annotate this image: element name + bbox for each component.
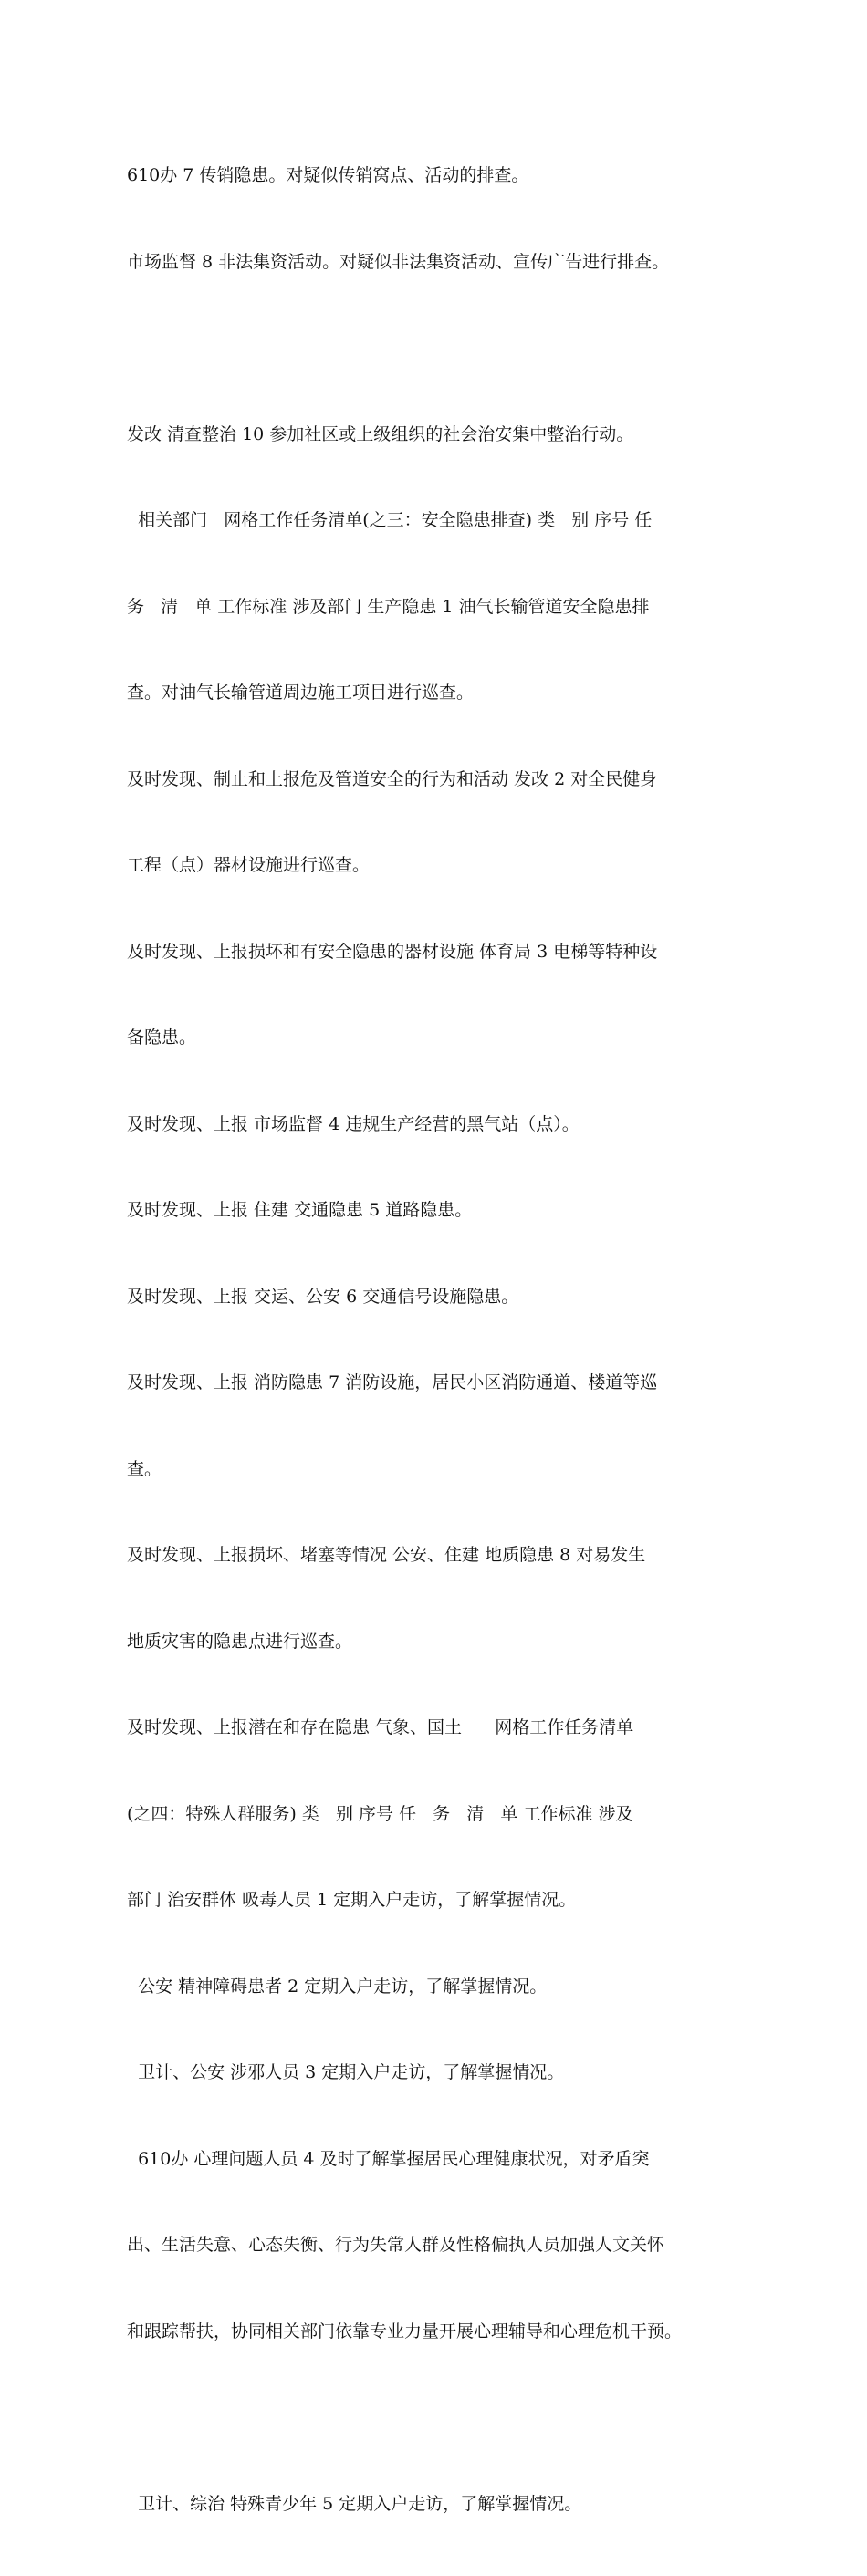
text-line: 和跟踪帮扶，协同相关部门依靠专业力量开展心理辅导和心理危机干预。 [127, 2320, 683, 2341]
text-line: 卫计、公安 涉邪人员 3 定期入户走访，了解掌握情况。 [127, 2062, 565, 2082]
text-line: 出、生活失意、心态失衡、行为失常人群及性格偏执人员加强人文关怀 [127, 2235, 665, 2255]
text-line: 及时发现、上报 住建 交通隐患 5 道路隐患。 [127, 1200, 473, 1220]
text-line: 备隐患。 [127, 1027, 197, 1048]
text-line: 发改 清查整治 10 参加社区或上级组织的社会治安集中整治行动。 [127, 423, 634, 444]
text-line: 及时发现、上报损坏和有安全隐患的器材设施 体育局 3 电梯等特种设 [127, 941, 658, 962]
text-line: 查。 [127, 1458, 162, 1479]
text-line: 610办 7 传销隐患。对疑似传销窝点、活动的排查。 [127, 165, 529, 185]
text-line: 务 清 单 工作标准 涉及部门 生产隐患 1 油气长输管道安全隐患排 [127, 596, 650, 617]
text-line: 查。对油气长输管道周边施工项目进行巡查。 [127, 683, 475, 703]
text-line: (之四：特殊人群服务) 类 别 序号 任 务 清 单 工作标准 涉及 [127, 1803, 633, 1824]
text-line: 及时发现、上报损坏、堵塞等情况 公安、住建 地质隐患 8 对易发生 [127, 1545, 646, 1565]
text-line: 及时发现、上报潜在和存在隐患 气象、国土 网格工作任务清单 [127, 1717, 634, 1737]
text-line: 市场监督 8 非法集资活动。对疑似非法集资活动、宣传广告进行排查。 [127, 251, 670, 272]
text-line: 公安 精神障碍患者 2 定期入户走访，了解掌握情况。 [127, 1976, 548, 1997]
text-line: 及时发现、上报 市场监督 4 违规生产经营的黑气站（点）。 [127, 1113, 580, 1134]
text-line: 卫计、综治 特殊青少年 5 定期入户走访，了解掌握情况。 [127, 2493, 582, 2514]
text-line: 部门 治安群体 吸毒人员 1 定期入户走访，了解掌握情况。 [127, 1890, 577, 1910]
blank-line [127, 2404, 766, 2433]
text-line: 地质灾害的隐患点进行巡查。 [127, 1631, 353, 1652]
text-line: 及时发现、上报 交运、公安 6 交通信号设施隐患。 [127, 1286, 519, 1307]
text-line: 工程（点）器材设施进行巡查。 [127, 855, 371, 875]
text-line: 及时发现、上报 消防隐患 7 消防设施，居民小区消防通道、楼道等巡 [127, 1372, 658, 1392]
document-body [127, 104, 766, 2576]
text-line: 相关部门 网格工作任务清单(之三：安全隐患排查) 类 别 序号 任 [127, 510, 653, 530]
text-line: 及时发现、制止和上报危及管道安全的行为和活动 发改 2 对全民健身 [127, 768, 658, 789]
blank-line [127, 334, 766, 363]
text-line: 610办 心理问题人员 4 及时了解掌握居民心理健康状况，对矛盾突 [127, 2148, 650, 2169]
